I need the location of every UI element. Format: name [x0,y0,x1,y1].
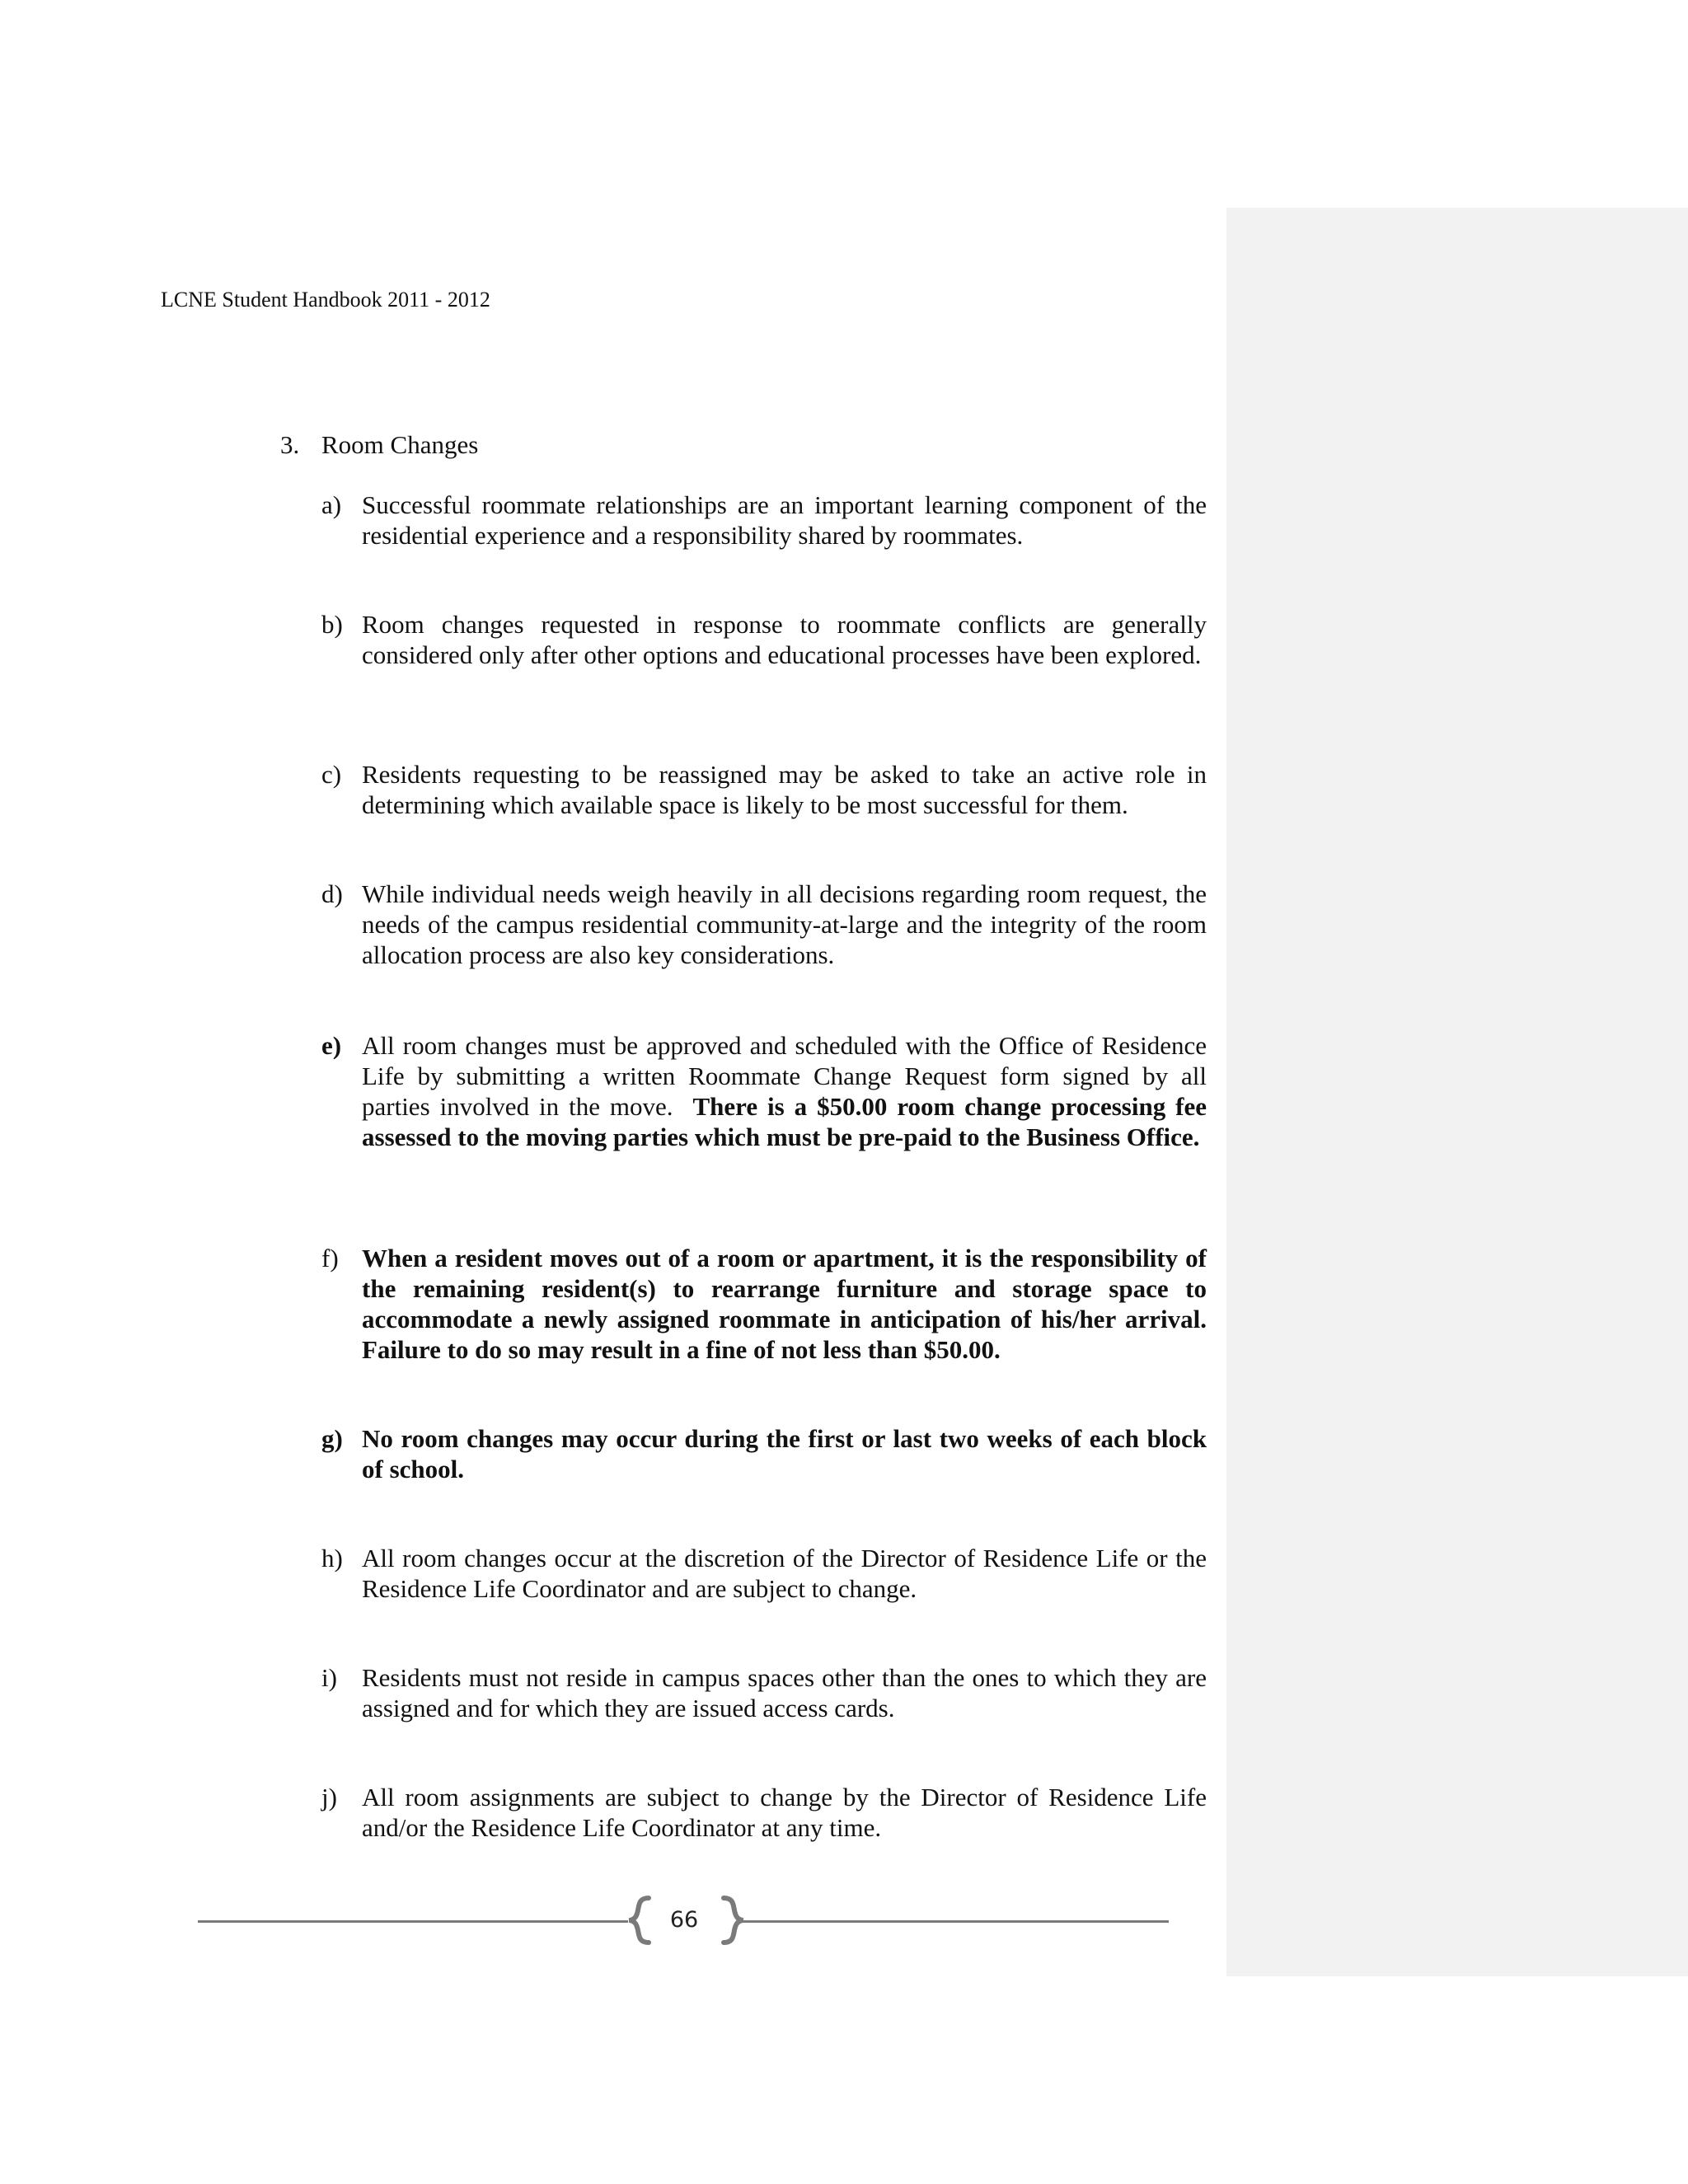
footer-rule-right [740,1920,1169,1923]
list-item-text-regular: All room changes must be approved and scheduled with the Office of Residence Life by submitting a written Roommate Change Request form signed by all parties involved in the move. [362,1031,1207,1121]
list-item-text: All room assignments are subject to change by the Director of Residence Life and/or the Residence Life Coordinator at any time. [362,1783,1207,1842]
list-marker: b) [321,610,343,639]
list-item-f [321,1243,1207,1365]
list-item-g [321,1423,1207,1484]
fee-notice: There is a $50.00 room change processing fee assessed to the moving parties which must be pre-paid to the Business Office. [362,1092,1207,1151]
list-item-h [321,1543,1207,1604]
list-item-c [321,759,1207,820]
page-number: 66 [669,1907,699,1933]
list-item-text: When a resident moves out of a room or apartment, it is the responsibility of the remaining resident(s) to rearrange furniture and storage space to accommodate a newly assigned roommate in anticipation of his/her arrival. Failure to do so may result in a fine of not less than $50.00. [362,1244,1207,1364]
list-item-text: All room changes occur at the discretion of the Director of Residence Life or the Residence Life Coordinator and are subject to change. [362,1544,1207,1603]
footer-rule-left [198,1920,628,1923]
list-marker: c) [321,760,342,789]
list-item-text: No room changes may occur during the first or last two weeks of each block of school. [362,1424,1207,1483]
list-item-i [321,1662,1207,1723]
section-heading [280,429,478,462]
list-item-text [362,1030,1207,1152]
list-marker: h) [321,1544,343,1572]
list-item-text: Successful roommate relationships are an important learning component of the residential experience and a responsibility shared by roommates. [362,490,1207,550]
running-header: LCNE Student Handbook 2011 - 2012 [161,288,490,312]
list-item-e [321,1030,1207,1152]
list-marker: g) [321,1424,343,1453]
list-marker: a) [321,490,342,519]
list-item-text: While individual needs weigh heavily in all decisions regarding room request, the needs of the campus residential community-at-large and the integrity of the room allocation process are also key considerations. [362,879,1207,969]
list-item-text: Residents requesting to be reassigned may be asked to take an active role in determining which available space is likely to be most successful for them. [362,760,1207,819]
list-item-j [321,1782,1207,1843]
list-item-text: Residents must not reside in campus spaces other than the ones to which they are assigned and for which they are issued access cards. [362,1663,1207,1722]
section-title: Room Changes [321,430,479,459]
list-marker: f) [321,1244,339,1272]
list-marker: i) [321,1663,337,1692]
list-item-d [321,879,1207,970]
list-item-b [321,609,1207,670]
list-marker: e) [321,1031,342,1060]
list-item-text: Room changes requested in response to roommate conflicts are generally considered only after other options and educational processes have been explored. [362,610,1207,669]
comment-margin-pane [1226,208,1688,1976]
list-marker: d) [321,879,343,908]
list-item-a [321,490,1207,551]
section-number: 3. [280,430,300,459]
list-marker: j) [321,1783,337,1811]
